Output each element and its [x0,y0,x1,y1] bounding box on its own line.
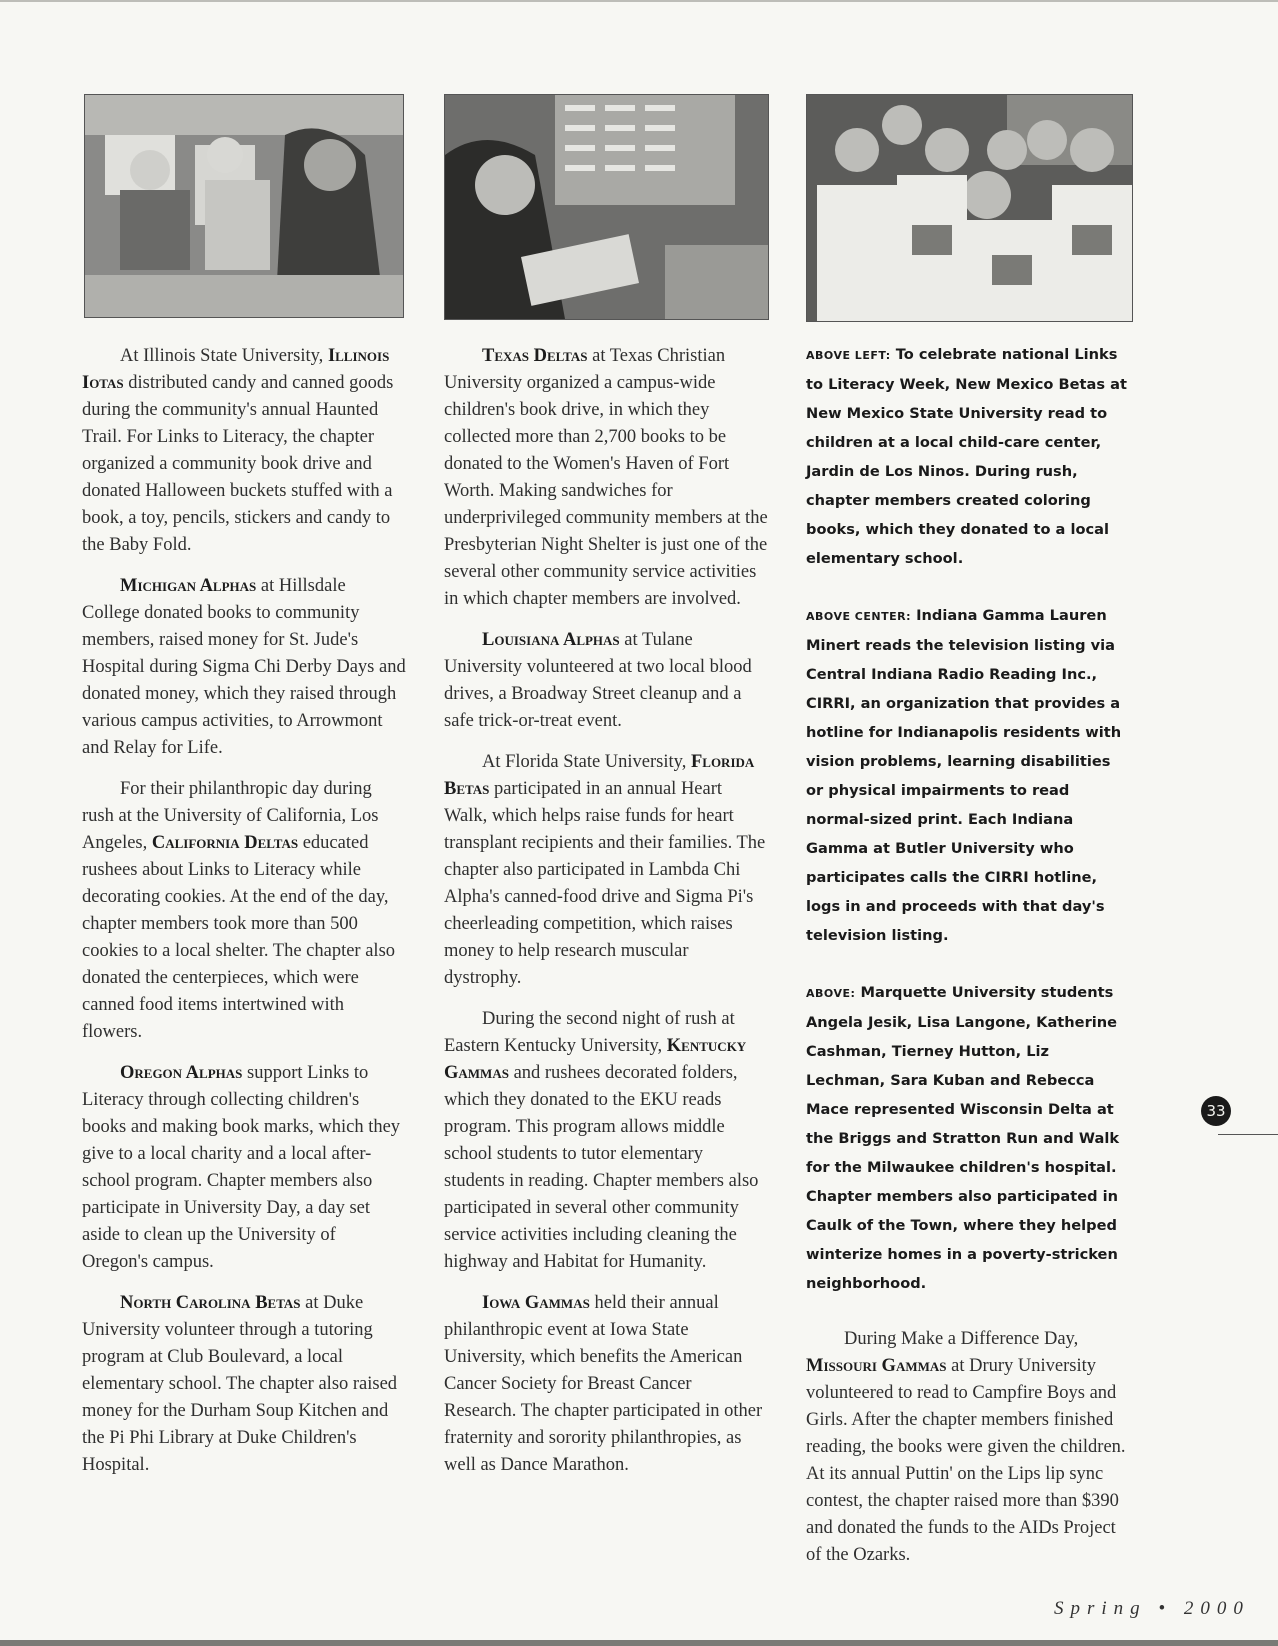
chapter-name: Louisiana Alphas [482,630,620,650]
page-top-edge [0,0,1278,2]
caption-label: ABOVE: [806,987,856,1000]
caption-label: ABOVE LEFT: [806,349,891,362]
paragraph-north-carolina-betas: North Carolina Betas at Duke University volunteer through a tutoring program at Club Boulevard, a local elementary school. The chapter also raised money for the Durham Soup Kitchen and the Pi Phi Library at Duke Children's Hospital. [82,1293,398,1475]
paragraph-illinois-iotas: At Illinois State University, Illinois Iotas distributed candy and canned goods during the community's annual Haunted Trail. For Links to Literacy, the chapter organized a community book drive and donated Halloween buckets stuffed with a book, a toy, pencils, stickers and candy to the Baby Fold. [82,346,394,555]
chapter-name: North Carolina Betas [120,1293,301,1313]
paragraph-missouri-gammas: During Make a Difference Day, Missouri Gammas at Drury University volunteered to read to Campfire Boys and Girls. After the chapter members finished reading, the books were given the children. At its annual Puttin' on the Lips lip sync contest, the chapter raised more than $390 and donated the funds to the AIDs Project of the Ozarks. [806,1329,1126,1565]
chapter-name: Missouri Gammas [806,1356,947,1376]
paragraph-california-deltas: For their philanthropic day during rush at the University of California, Los Angeles, California Deltas educated rushees about Links to Literacy while decorating cookies. At the end of the day, chapter members took more than 500 cookies to a local shelter. The chapter also donated the centerpieces, which were canned food items intertwined with flowers. [82,779,396,1042]
column-left [82,343,406,1493]
paragraph-texas-deltas: Texas Deltas at Texas Christian University organized a campus-wide children's book drive, in which they collected more than 2,700 books to be donated to the Women's Haven of Fort Worth. Making sandwiches for underprivileged community members at the Presbyterian Night Shelter is just one of the several other community service activities in which chapter members are involved. [444,346,768,609]
paragraph-kentucky-gammas: During the second night of rush at Eastern Kentucky University, Kentucky Gammas and rushees decorated folders, which they donated to the EKU reads program. This program allows middle school students to tutor elementary students in reading. Chapter members also participated in several other community service activities including cleaning the highway and Habitat for Humanity. [444,1009,759,1272]
caption-label: ABOVE CENTER: [806,610,911,623]
caption-above: ABOVE: Marquette University students Angela Jesik, Lisa Langone, Katherine Cashman, Tierney Hutton, Liz Lechman, Sara Kuban and Rebecca Mace represented Wisconsin Delta at the Briggs and Stratton Run and Walk for the Milwaukee children's hospital. Chapter members also participated in Caulk of the Town, where they helped winterize homes in a poverty-stricken neighborhood. [806,984,1120,1292]
page-bottom-edge [0,1640,1278,1646]
column-center [444,343,768,1493]
page-number-rule [1218,1134,1278,1135]
photo-group-of-students [806,94,1133,322]
paragraph-oregon-alphas: Oregon Alphas support Links to Literacy through collecting children's books and making book marks, which they give to a local charity and a local after-school program. Chapter members also participate in University Day, a day set aside to clean up the University of Oregon's campus. [82,1063,401,1272]
paragraph-iowa-gammas: Iowa Gammas held their annual philanthropic event at Iowa State University, which benefits the American Cancer Society for Breast Cancer Research. The chapter participated in other fraternity and sorority philanthropies, as well as Dance Marathon. [444,1293,763,1475]
chapter-name: California Deltas [151,833,299,853]
paragraph-michigan-alphas: Michigan Alphas at Hillsdale College donated books to community members, raised money for St. Jude's Hospital during Sigma Chi Derby Days and donated money, which they raised through various campus activities, to Arrowmont and Relay for Life. [82,576,406,758]
paragraph-louisiana-alphas: Louisiana Alphas at Tulane University volunteered at two local blood drives, a Broadway Street cleanup and a safe trick-or-treat event. [444,630,752,731]
paragraph-florida-betas: At Florida State University, Florida Betas participated in an annual Heart Walk, which helps raise funds for heart transplant recipients and their families. The chapter also participated in Lambda Chi Alpha's canned-food drive and Sigma Pi's cheerleading competition, which raises money to help research muscular dystrophy. [444,752,766,988]
chapter-name: Texas Deltas [482,346,588,366]
caption-above-left: ABOVE LEFT: To celebrate national Links to Literacy Week, New Mexico Betas at New Mexico State University read to children at a local child-care center, Jardin de Los Ninos. During rush, chapter members created coloring books, which they donated to a local elementary school. [806,346,1127,567]
chapter-name: Iowa Gammas [482,1293,590,1313]
photo-children-with-books [84,94,404,318]
column-right [806,340,1132,1583]
page-number-badge: 33 [1201,1096,1231,1126]
chapter-name: Florida Betas [444,752,755,799]
chapter-name: Oregon Alphas [120,1063,243,1083]
chapter-name: Illinois Iotas [82,346,390,393]
photo-reader-on-phone [444,94,769,320]
chapter-name: Kentucky Gammas [444,1036,747,1083]
issue-footer: Spring • 2000 [1054,1598,1250,1619]
caption-above-center: ABOVE CENTER: Indiana Gamma Lauren Minert reads the television listing via Central Indiana Radio Reading Inc., CIRRI, an organization that provides a hotline for Indianapolis residents with vision problems, learning disabilities or physical impairments to read normal-sized print. Each Indiana Gamma at Butler University who participates calls the CIRRI hotline, logs in and proceeds with that day's television listing. [806,607,1122,944]
chapter-name: Michigan Alphas [120,576,257,596]
